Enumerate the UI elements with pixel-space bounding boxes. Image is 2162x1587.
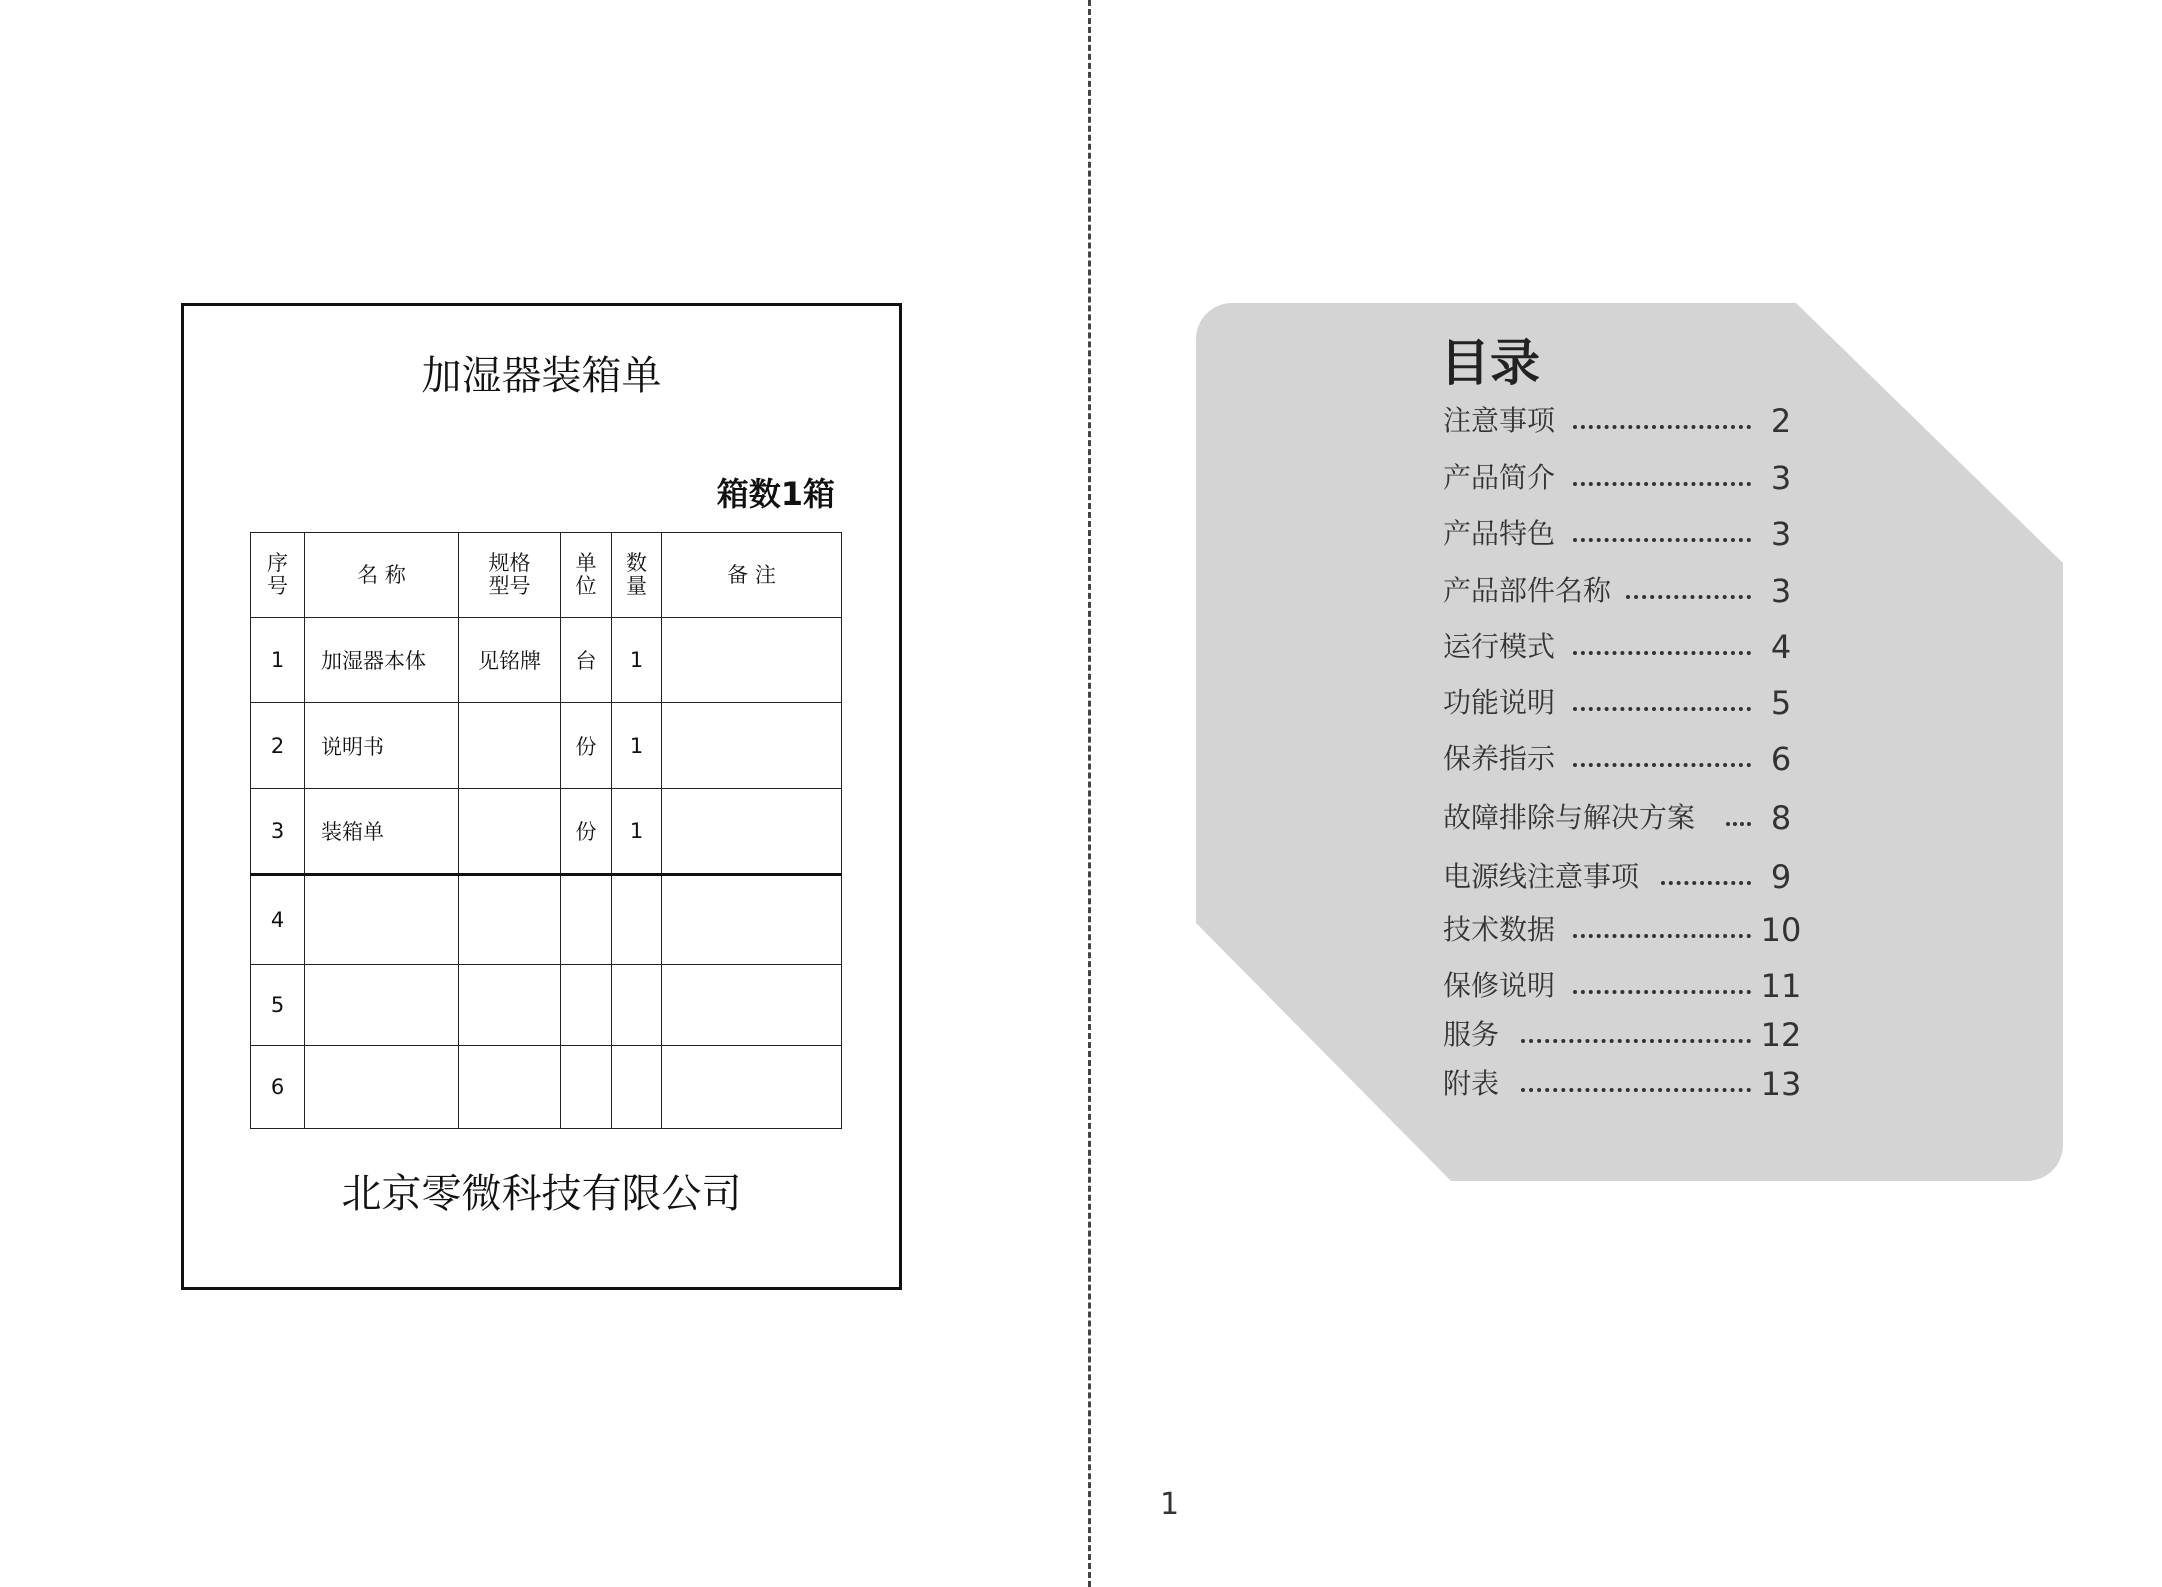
packing-table [250,532,842,1129]
toc-leader-dots [1726,822,1751,826]
toc-entry-label: 注意事项 [1443,404,1556,437]
cell-note [662,875,842,965]
cell-unit: 份 [561,703,612,789]
toc-leader-dots [1573,651,1751,655]
toc-leader-dots [1573,990,1751,994]
toc-entry[interactable] [1443,627,1803,667]
toc-entry-page: 8 [1770,799,1792,837]
page-number: 1 [1160,1487,1180,1522]
toc-entry[interactable] [1443,401,1803,441]
cell-name [305,965,459,1046]
toc-leader-dots [1573,482,1751,486]
cell-name: 说明书 [305,703,459,789]
table-row [251,703,842,789]
toc-entry-page: 10 [1760,911,1802,949]
toc-entry-page: 11 [1760,967,1802,1005]
toc-entry-label: 故障排除与解决方案 [1443,801,1696,834]
cell-no: 3 [251,789,305,875]
header-cell: 名 称 [305,533,459,618]
cell-no: 1 [251,618,305,703]
toc-entry-label: 产品特色 [1443,517,1556,550]
toc-entry[interactable] [1443,966,1803,1006]
toc-entry-label: 运行模式 [1443,630,1556,663]
table-row [251,789,842,875]
toc-entry-page: 13 [1760,1065,1802,1103]
toc-entry[interactable] [1443,739,1803,779]
toc-leader-dots [1573,934,1751,938]
toc-entry[interactable] [1443,1015,1803,1055]
cell-unit [561,1046,612,1129]
toc-entry-label: 产品部件名称 [1443,574,1612,607]
toc-title: 目录 [1440,334,1540,392]
cell-qty: 1 [612,618,662,703]
cell-spec [459,789,561,875]
cell-unit [561,875,612,965]
toc-entry-page: 6 [1770,740,1792,778]
toc-entry-label: 服务 [1443,1018,1500,1051]
table-header-row [251,533,842,618]
toc-entry[interactable] [1443,1064,1803,1104]
table-row [251,965,842,1046]
cell-name: 装箱单 [305,789,459,875]
toc-entry-page: 5 [1770,684,1792,722]
toc-leader-dots [1661,881,1751,885]
toc-leader-dots [1573,707,1751,711]
cell-unit: 份 [561,789,612,875]
toc-entry-label: 技术数据 [1443,913,1556,946]
toc-entry-page: 3 [1770,572,1792,610]
cell-qty [612,1046,662,1129]
toc-entry-label: 保养指示 [1443,742,1556,775]
packing-list [181,303,902,1290]
cell-qty: 1 [612,703,662,789]
toc-entry-label: 功能说明 [1443,686,1556,719]
cell-no: 2 [251,703,305,789]
toc-entry[interactable] [1443,514,1803,554]
cell-spec [459,965,561,1046]
toc-leader-dots [1573,763,1751,767]
toc-entry-page: 3 [1770,515,1792,553]
cell-qty: 1 [612,789,662,875]
packing-list-title: 加湿器装箱单 [421,353,662,399]
toc-leader-dots [1521,1088,1751,1092]
toc-leader-dots [1573,538,1751,542]
toc-entry-page: 4 [1770,628,1792,666]
cell-no: 4 [251,875,305,965]
toc-entry[interactable] [1443,683,1803,723]
header-cell: 备 注 [662,533,842,618]
cell-qty [612,875,662,965]
company-name: 北京零微科技有限公司 [341,1171,742,1217]
header-cell: 单 位 [561,533,612,618]
cell-spec [459,1046,561,1129]
toc-entry-label: 电源线注意事项 [1443,860,1640,893]
cell-note [662,789,842,875]
toc-entry[interactable] [1443,857,1803,897]
toc-entry[interactable] [1443,910,1803,950]
toc-entry[interactable] [1443,458,1803,498]
cell-unit [561,965,612,1046]
cell-name [305,1046,459,1129]
table-row [251,875,842,965]
box-count: 箱数1箱 [716,475,835,513]
cell-name [305,875,459,965]
toc-entry-label: 产品简介 [1443,461,1556,494]
cell-unit: 台 [561,618,612,703]
toc-entry-label: 附表 [1443,1067,1500,1100]
toc-leader-dots [1573,425,1751,429]
header-cell: 序 号 [251,533,305,618]
toc-leader-dots [1521,1039,1751,1043]
cell-note [662,1046,842,1129]
cell-spec [459,703,561,789]
cell-spec: 见铭牌 [459,618,561,703]
toc-entry[interactable] [1443,571,1803,611]
toc-leader-dots [1626,595,1751,599]
toc-entry-page: 9 [1770,858,1792,896]
table-row [251,1046,842,1129]
toc-entry-page: 12 [1760,1016,1802,1054]
fold-divider [1088,0,1091,1587]
toc-entry[interactable] [1443,798,1803,838]
cell-spec [459,875,561,965]
toc-entry-label: 保修说明 [1443,969,1556,1002]
cell-no: 5 [251,965,305,1046]
cell-name: 加湿器本体 [305,618,459,703]
cell-note [662,618,842,703]
toc-entry-page: 2 [1770,402,1792,440]
cell-no: 6 [251,1046,305,1129]
cell-note [662,703,842,789]
header-cell: 数 量 [612,533,662,618]
table-row [251,618,842,703]
toc-entry-page: 3 [1770,459,1792,497]
header-cell: 规格 型号 [459,533,561,618]
cell-qty [612,965,662,1046]
cell-note [662,965,842,1046]
